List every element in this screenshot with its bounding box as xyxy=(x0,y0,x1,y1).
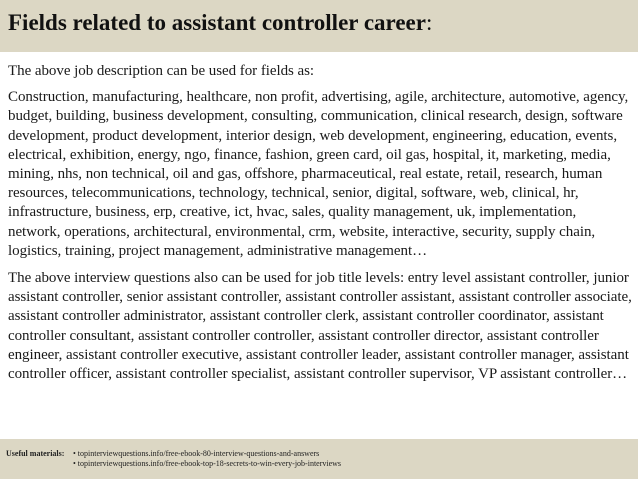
useful-materials-links xyxy=(73,449,341,469)
slide-body xyxy=(8,62,632,392)
slide-title-text: Fields related to assistant controller career xyxy=(8,10,426,35)
slide-header xyxy=(0,0,638,52)
slide-footer xyxy=(0,439,638,479)
useful-material-link[interactable]: • topinterviewquestions.info/free-ebook-top-18-secrets-to-win-every-job-interviews xyxy=(73,459,342,468)
fields-paragraph: Construction, manufacturing, healthcare, non profit, advertising, agile, architecture, automotive, agency, budget, building, business development, consulting, communication, clinical research, design, software development, product development, interior design, web development, engineering, education, events, electrical, exhibition, energy, ngo, finance, fashion, green card, oil gas, hospital, it, marketing, media, mining, nhs, non technical, oil and gas, offshore, pharmaceutical, real estate, retail, research, human resources, telecommunications, technology, technical, senior, digital, software, web, clinical, hr, infrastructure, business, erp, creative, ict, hvac, sales, quality management, uk, implementation, network, operations, architectural, environmental, crm, website, interactive, security, supply chain, logistics, training, project management, administrative management… xyxy=(8,89,629,259)
slide-title-colon: : xyxy=(425,10,433,35)
intro-text: The above job description can be used for fields as: xyxy=(8,63,315,79)
useful-materials-label: Useful materials: xyxy=(6,449,65,458)
job-titles-paragraph: The above interview questions also can be used for job title levels: entry level assistant controller, junior assistant controller, senior assistant controller, assistant controller assistant, assistant controller associate, assistant controller administrator, assistant controller clerk, assistant controller coordinator, assistant controller consultant, assistant controller controller, assistant controller director, assistant controller engineer, assistant controller executive, assistant controller leader, assistant controller manager, assistant controller officer, assistant controller specialist, assistant controller supervisor, VP assistant controller… xyxy=(8,270,632,383)
useful-material-link[interactable]: • topinterviewquestions.info/free-ebook-80-interview-questions-and-answers xyxy=(73,449,320,458)
slide-title xyxy=(8,8,638,38)
